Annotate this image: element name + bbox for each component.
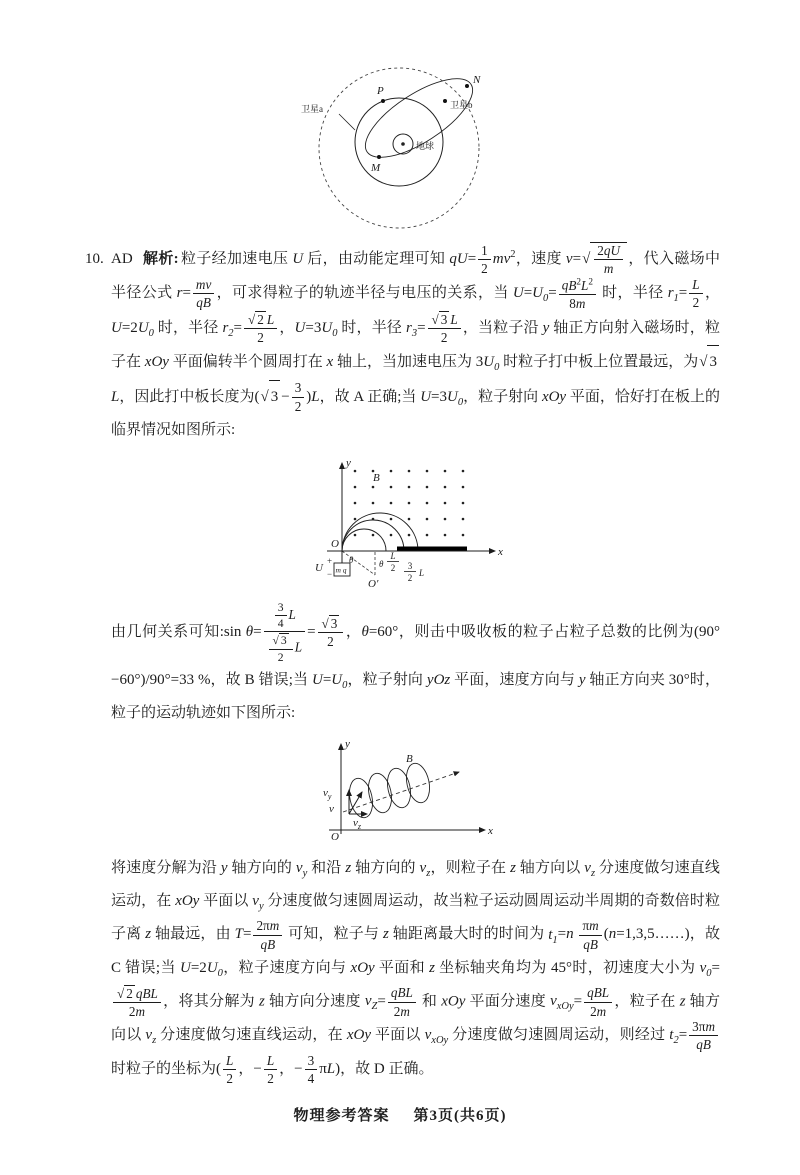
vz-label: $v_z$ (352, 817, 361, 832)
field-axis-dashed-line (343, 772, 459, 812)
field-b-label: B (405, 753, 413, 766)
point-m-label: M (370, 162, 380, 174)
solution-paragraph-3: 将速度分解为沿 y 轴方向的 $v_y$ 和沿 z 轴方向的 $v_z$，则粒子在 z 轴方向以 $v_z$ 分速度做匀速直线运动，在 xOy 平面以 $v_y$ 分速度做匀速圆周运动，故当粒子运动圆周运动半周期的奇数倍时粒子离 z 轴最远，由 T= $\frac{2\pi m}{qB}$ 可知，粒子与 z 轴距离最大时的时间为 $t_1=n$ $\frac{\pi m}{qB}$ (n=1,3,5……)，故 C 错误;当 $U=2U_0$，粒子速度方向与 xOy 平面和 z 坐标轴夹角均为 45°时，初速度大小为 $v_0=$ $\frac{\text{√ 2 qBL}}{2m}$ ，将其分解为 z 轴方向分速度 $v_Z=$ $\frac{\text{qBL}}{2m}$ 和 xOy 平面分速度 $v_{xOy}=$ $\frac{\text{qBL}}{2m}$ ，粒子在 z 轴方向以 $v_z$ 分速度做匀速直线运动，在 xOy 平面以 $v_{xOy}$ 分速度做匀速圆周运动，则经过 $t_2=$ $\frac{3\pi m}{qB}$ 时粒子的坐标为( $\frac{L}{2}$ ，− $\frac{L}{2}$ ，− $\frac{3}{4}$ πL)，故 D 正确。 (111, 860, 720, 1086)
point-p-label: P (376, 85, 384, 97)
helix-loop-4 (403, 761, 433, 805)
y-axis-label: y (344, 738, 350, 751)
helix-svg (309, 734, 497, 846)
y-axis-label: y (345, 456, 351, 469)
particle-mq-label: m q (334, 565, 347, 575)
question-number: 10. (85, 251, 104, 268)
theta-angle-origin: θ (348, 554, 353, 565)
satellite-a-label: 卫星a (300, 104, 323, 114)
helix-loop-1 (346, 776, 376, 820)
deflection-figure (85, 453, 720, 595)
answer-page (0, 60, 800, 1086)
svg-text:2: 2 (407, 572, 412, 583)
earth-center-dot (401, 142, 405, 146)
field-b-label: B (372, 471, 380, 484)
x-axis-label: x (497, 545, 503, 558)
theta-angle-oprime: θ (378, 558, 383, 569)
satellite-a-leader-line (339, 114, 355, 130)
solution-paragraph-2: 由几何关系可知:sin θ= $\frac{3}{4}$ L $\frac{√ 3}{2}$ L = $\frac{√ 3}{2}$ ，θ=60°，则击中吸收板的粒子占粒子总数的比例为(90°−60°)/90°=33 %，故 B 错误;当 $U=U_0$，粒子射向 yOz 平面，速度方向与 y 轴正方向夹 30°时，粒子的运动轨迹如下图所示: (111, 600, 721, 722)
footer-page-number: 第3页(共6页) (413, 1108, 507, 1124)
voltage-label: U (314, 561, 323, 574)
point-p-dot (381, 99, 385, 103)
satellite-b-label: 卫星b (449, 100, 473, 110)
point-m-dot (377, 155, 381, 159)
deflection-svg (297, 453, 509, 595)
x-axis-label: x (487, 825, 493, 838)
helix-loop-2 (365, 771, 395, 815)
half-l-fraction-label (387, 551, 399, 573)
point-n-dot (465, 84, 469, 88)
question-10-solution (85, 242, 720, 447)
three-half-l-fraction-label (404, 561, 424, 583)
minus-sign: − (326, 568, 332, 579)
origin-label: O (330, 831, 339, 844)
solution-paragraph-1: 粒子经加速电压 U 后，由动能定理可知 qU= $\frac{1}{2}$ $mv^2$，速度 v=√ $\frac{2qU}{m}$ ，代入磁场中半径公式 r= $\frac{mv}{qB}$ ，可求得粒子的轨迹半径与电压的关系，当 $U=U_0=$ $\frac{qB^2L^2}{8m}$ 时，半径 $r_1=$ $\frac{L}{2}$ ，$U=2U_0$ 时，半径 $r_2=$ $\frac{√ 2 L}{2}$ ，$U=3U_0$ 时，半径 $r_3=$ $\frac{√ 3 L}{2}$ ，当粒子沿 y 轴正方向射入磁场时，粒子在 xOy 平面偏转半个圆周打在 x 轴上，当加速电压为 $3U_0$ 时粒子打中板上位置最远，为√ 3L，因此打中板长度为(√ 3 − $\frac{3}{2}$ )L，故 A 正确;当 $U=3U_0$，粒子射向 xOy 平面，恰好打在板上的临界情况如图所示: (111, 243, 720, 438)
footer-title: 物理参考答案 (293, 1108, 390, 1124)
plus-sign: + (326, 555, 332, 566)
helix-loop-3 (384, 766, 414, 810)
point-n-label: N (472, 74, 480, 86)
satellite-orbit-svg (297, 60, 509, 234)
origin-label: O (330, 537, 339, 550)
satellite-b-dot (443, 99, 447, 103)
v-label: v (328, 803, 334, 816)
outer-orbit-circle (319, 68, 479, 228)
o-prime-label: O′ (367, 577, 378, 590)
svg-text:L: L (418, 567, 424, 578)
satellite-orbit-figure (85, 60, 720, 234)
earth-label: 地球 (415, 141, 434, 151)
svg-text:L: L (389, 550, 396, 561)
answer-letters: AD (111, 251, 133, 268)
analysis-label: 解析: (142, 251, 179, 268)
svg-text:2: 2 (390, 562, 395, 573)
satellite-b-orbit-ellipse (353, 64, 483, 172)
svg-text:3: 3 (407, 560, 412, 571)
vy-label: $v_y$ (322, 787, 331, 802)
helix-figure (85, 734, 720, 846)
